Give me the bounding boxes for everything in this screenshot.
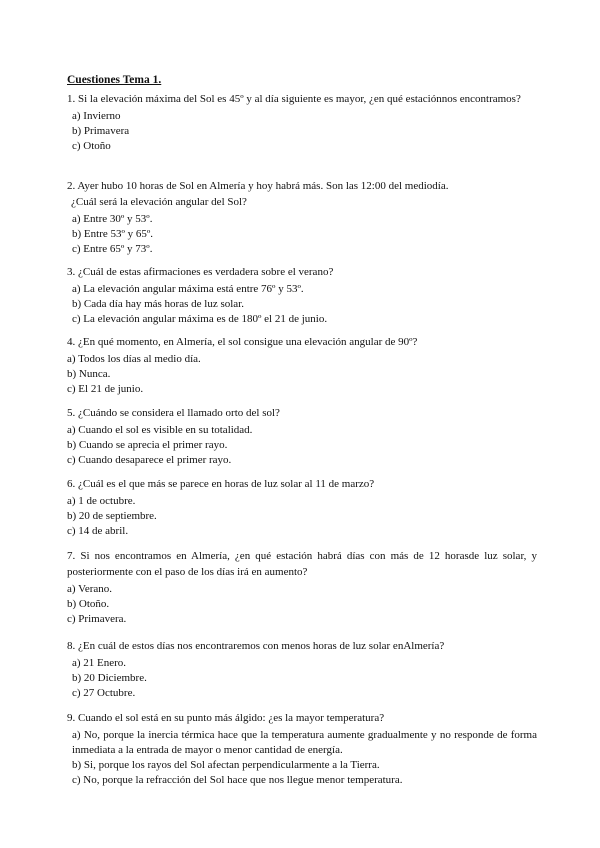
option-b: b) Primavera (72, 125, 130, 137)
answer-options (67, 728, 537, 788)
question-stem: 3. ¿Cuál de estas afirmaciones es verdadera sobre el verano? (67, 266, 334, 278)
answer-options (67, 109, 537, 154)
question-stem: 7. Si nos encontramos en Almería, ¿en qué estación habrá días con más de 12 horasde luz solar, y posteriormente con el paso de los días irá en aumento? (67, 550, 537, 578)
option-a: a) La elevación angular máxima está entre 76º y 53º. (72, 283, 304, 295)
question-stem-line-2: ¿Cuál será la elevación angular del Sol? (71, 196, 247, 208)
answer-options (67, 656, 537, 701)
option-a: a) 21 Enero. (72, 657, 127, 669)
option-b: b) Si, porque los rayos del Sol afectan perpendicularmente a la Tierra. (72, 759, 380, 771)
question-stem: 8. ¿En cuál de estos días nos encontraremos con menos horas de luz solar enAlmería? (67, 640, 445, 652)
question-stem: 5. ¿Cuándo se considera el llamado orto del sol? (67, 407, 280, 419)
option-c: c) Otoño (72, 140, 111, 152)
question-stem: 6. ¿Cuál es el que más se parece en horas de luz solar al 11 de marzo? (67, 478, 375, 490)
option-b: b) 20 Diciembre. (72, 672, 147, 684)
question-3 (67, 264, 537, 327)
option-c: c) Cuando desaparece el primer rayo. (67, 454, 232, 466)
option-a: a) Cuando el sol es visible en su totalidad. (67, 424, 253, 436)
question-1 (67, 91, 537, 154)
answer-options (67, 582, 537, 627)
option-a: a) Invierno (72, 110, 121, 122)
option-a: a) Verano. (67, 583, 112, 595)
option-c: c) Entre 65º y 73º. (72, 243, 153, 255)
question-4 (67, 334, 537, 397)
option-a: a) Entre 30º y 53º. (72, 213, 153, 225)
option-c: c) El 21 de junio. (67, 383, 144, 395)
answer-options (67, 282, 537, 327)
question-stem-line-1: 2. Ayer hubo 10 horas de Sol en Almería y hoy habrá más. Son las 12:00 del mediodía. (67, 180, 449, 192)
question-stem (67, 178, 537, 210)
option-b: b) Entre 53º y 65º. (72, 228, 154, 240)
option-b: b) Nunca. (67, 368, 111, 380)
option-a: a) 1 de octubre. (67, 495, 136, 507)
answer-options (67, 494, 537, 539)
question-5 (67, 405, 537, 468)
answer-options (67, 212, 537, 257)
question-7 (67, 548, 537, 627)
question-8 (67, 638, 537, 701)
option-b: b) Cada día hay más horas de luz solar. (72, 298, 244, 310)
question-stem: 1. Si la elevación máxima del Sol es 45º y al día siguiente es mayor, ¿en qué estaciónnos encontramos? (67, 93, 521, 105)
question-stem: 9. Cuando el sol está en su punto más álgido: ¿es la mayor temperatura? (67, 712, 385, 724)
option-c: c) 14 de abril. (67, 525, 129, 537)
question-stem: 4. ¿En qué momento, en Almería, el sol consigue una elevación angular de 90º? (67, 336, 418, 348)
question-2 (67, 178, 537, 257)
option-b: b) Otoño. (67, 598, 110, 610)
option-c: c) Primavera. (67, 613, 127, 625)
option-c: c) No, porque la refracción del Sol hace que nos llegue menor temperatura. (72, 774, 403, 786)
option-b: b) Cuando se aprecia el primer rayo. (67, 439, 228, 451)
option-a: a) Todos los días al medio día. (67, 353, 201, 365)
page-title: Cuestiones Tema 1. (67, 74, 162, 86)
question-6 (67, 476, 537, 539)
option-c: c) La elevación angular máxima es de 180º el 21 de junio. (72, 313, 328, 325)
option-a: a) No, porque la inercia térmica hace que la temperatura aumente gradualmente y no responde de forma inmediata a la entrada de mayor o menor cantidad de energía. (72, 729, 537, 756)
option-b: b) 20 de septiembre. (67, 510, 157, 522)
answer-options (67, 352, 537, 397)
question-9 (67, 710, 537, 788)
option-c: c) 27 Octubre. (72, 687, 136, 699)
answer-options (67, 423, 537, 468)
